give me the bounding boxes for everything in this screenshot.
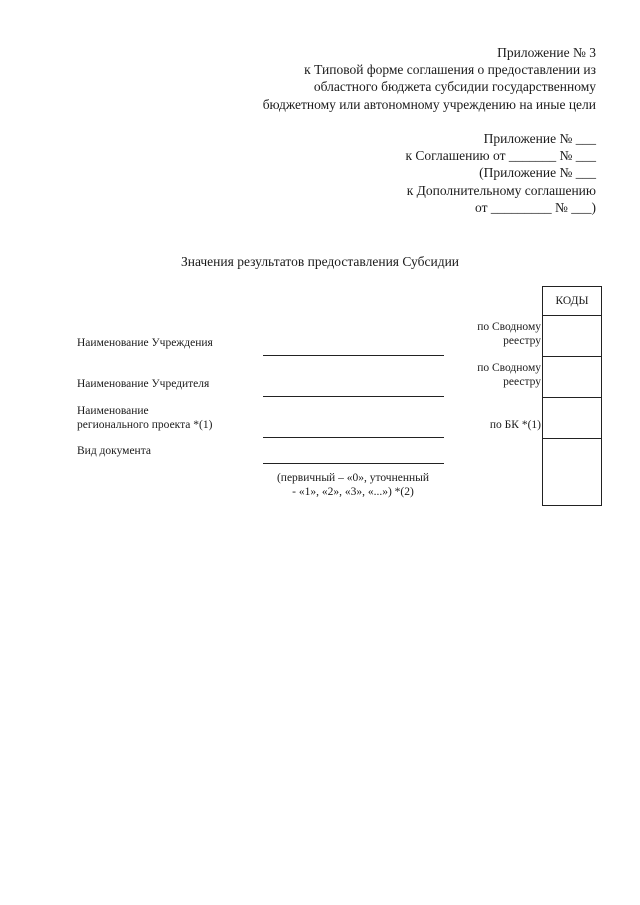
registry-code-label xyxy=(477,320,541,348)
appendix-3-line: областного бюджета субсидии государственному xyxy=(313,79,596,95)
registry-code-label-line: по Сводному xyxy=(477,321,541,333)
agreement-appendix-line: к Дополнительному соглашению xyxy=(406,182,596,198)
page-title: Значения результатов предоставления Субсидии xyxy=(180,254,460,269)
founder-fill-line[interactable] xyxy=(263,396,444,397)
codes-table xyxy=(542,286,602,506)
appendix-3-line: бюджетному или автономному учреждению на иные цели xyxy=(262,96,596,112)
agreement-appendix-line: от _________ № ___) xyxy=(475,199,596,215)
founder-registry-code-cell[interactable] xyxy=(543,356,601,398)
document-type-code-cell[interactable] xyxy=(543,438,601,506)
registry-code-label xyxy=(477,361,541,389)
registry-code-label-line: реестру xyxy=(503,335,541,347)
regional-project-label-line: регионального проекта *(1) xyxy=(77,419,213,431)
appendix-3-line: Приложение № 3 xyxy=(497,45,596,60)
institution-fill-line[interactable] xyxy=(263,355,444,356)
regional-project-fill-line[interactable] xyxy=(263,437,444,438)
agreement-appendix-header xyxy=(405,130,596,216)
document-type-hint xyxy=(250,471,456,499)
agreement-appendix-line: (Приложение № ___ xyxy=(479,165,596,181)
document-type-hint-line: (первичный – «0», уточненный xyxy=(276,472,430,484)
codes-header: КОДЫ xyxy=(555,295,589,307)
institution-label: Наименование Учреждения xyxy=(77,337,213,349)
document-type-hint-line: - «1», «2», «3», «...») *(2) xyxy=(292,486,414,498)
registry-code-label-line: по Сводному xyxy=(477,362,541,374)
bk-code-label: по БК *(1) xyxy=(489,419,541,431)
institution-registry-code-cell[interactable] xyxy=(543,315,601,357)
regional-project-label-line: Наименование xyxy=(77,405,149,417)
regional-project-label xyxy=(77,404,212,432)
document-type-label: Вид документа xyxy=(77,445,151,457)
document-type-fill-line[interactable] xyxy=(263,463,444,464)
founder-label: Наименование Учредителя xyxy=(77,378,210,390)
agreement-appendix-line: Приложение № ___ xyxy=(483,131,596,146)
registry-code-label-line: реестру xyxy=(503,376,541,388)
agreement-appendix-line: к Соглашению от _______ № ___ xyxy=(405,148,596,164)
appendix-3-line: к Типовой форме соглашения о предоставлении из xyxy=(304,62,596,78)
appendix-3-header xyxy=(263,44,596,113)
bk-code-cell[interactable] xyxy=(543,397,601,439)
